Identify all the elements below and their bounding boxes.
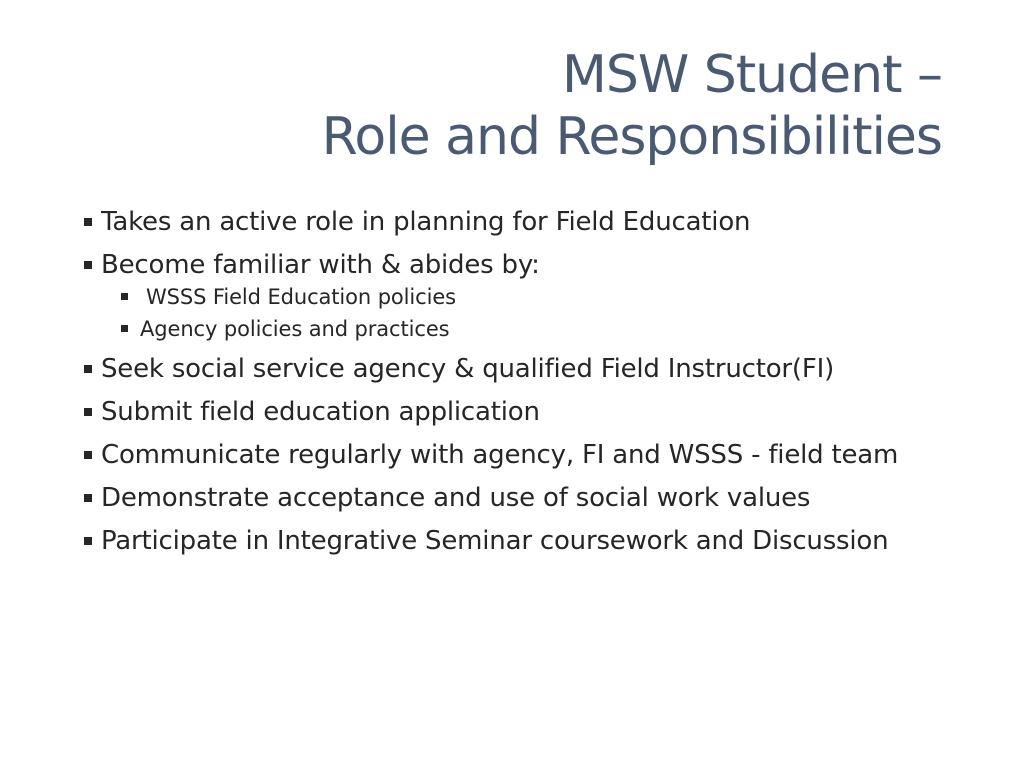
bullet-list xyxy=(84,206,934,568)
square-bullet-icon xyxy=(84,408,92,416)
bullet-item xyxy=(84,249,934,281)
bullet-item xyxy=(84,439,934,471)
square-bullet-icon xyxy=(121,325,128,332)
sub-bullet-group xyxy=(84,283,934,343)
bullet-item xyxy=(84,353,934,385)
bullet-text: Takes an active role in planning for Field Education xyxy=(101,207,751,237)
square-bullet-icon xyxy=(84,218,92,226)
sub-bullet-item xyxy=(121,315,934,343)
bullet-item xyxy=(84,482,934,514)
square-bullet-icon xyxy=(84,537,92,545)
sub-bullet-item xyxy=(121,283,934,311)
bullet-item xyxy=(84,396,934,428)
bullet-item xyxy=(84,525,934,557)
bullet-text: Seek social service agency & qualified Field Instructor(FI) xyxy=(101,354,835,384)
bullet-text: Demonstrate acceptance and use of social work values xyxy=(101,483,811,513)
bullet-text: Submit field education application xyxy=(101,397,540,427)
bullet-text: Communicate regularly with agency, FI and WSSS - field team xyxy=(101,440,899,470)
sub-bullet-text: WSSS Field Education policies xyxy=(146,285,456,309)
square-bullet-icon xyxy=(84,494,92,502)
square-bullet-icon xyxy=(84,261,92,269)
bullet-text: Become familiar with & abides by: xyxy=(101,250,540,280)
title-line-2: Role and Responsibilities xyxy=(321,107,942,167)
square-bullet-icon xyxy=(84,451,92,459)
sub-bullet-list xyxy=(84,283,934,343)
square-bullet-icon xyxy=(84,365,92,373)
title-line-1: MSW Student – xyxy=(561,45,942,105)
square-bullet-icon xyxy=(121,293,128,300)
bullet-text: Participate in Integrative Seminar coursework and Discussion xyxy=(101,526,889,556)
bullet-item xyxy=(84,206,934,238)
sub-bullet-text: Agency policies and practices xyxy=(140,317,450,341)
slide-title xyxy=(82,44,942,168)
